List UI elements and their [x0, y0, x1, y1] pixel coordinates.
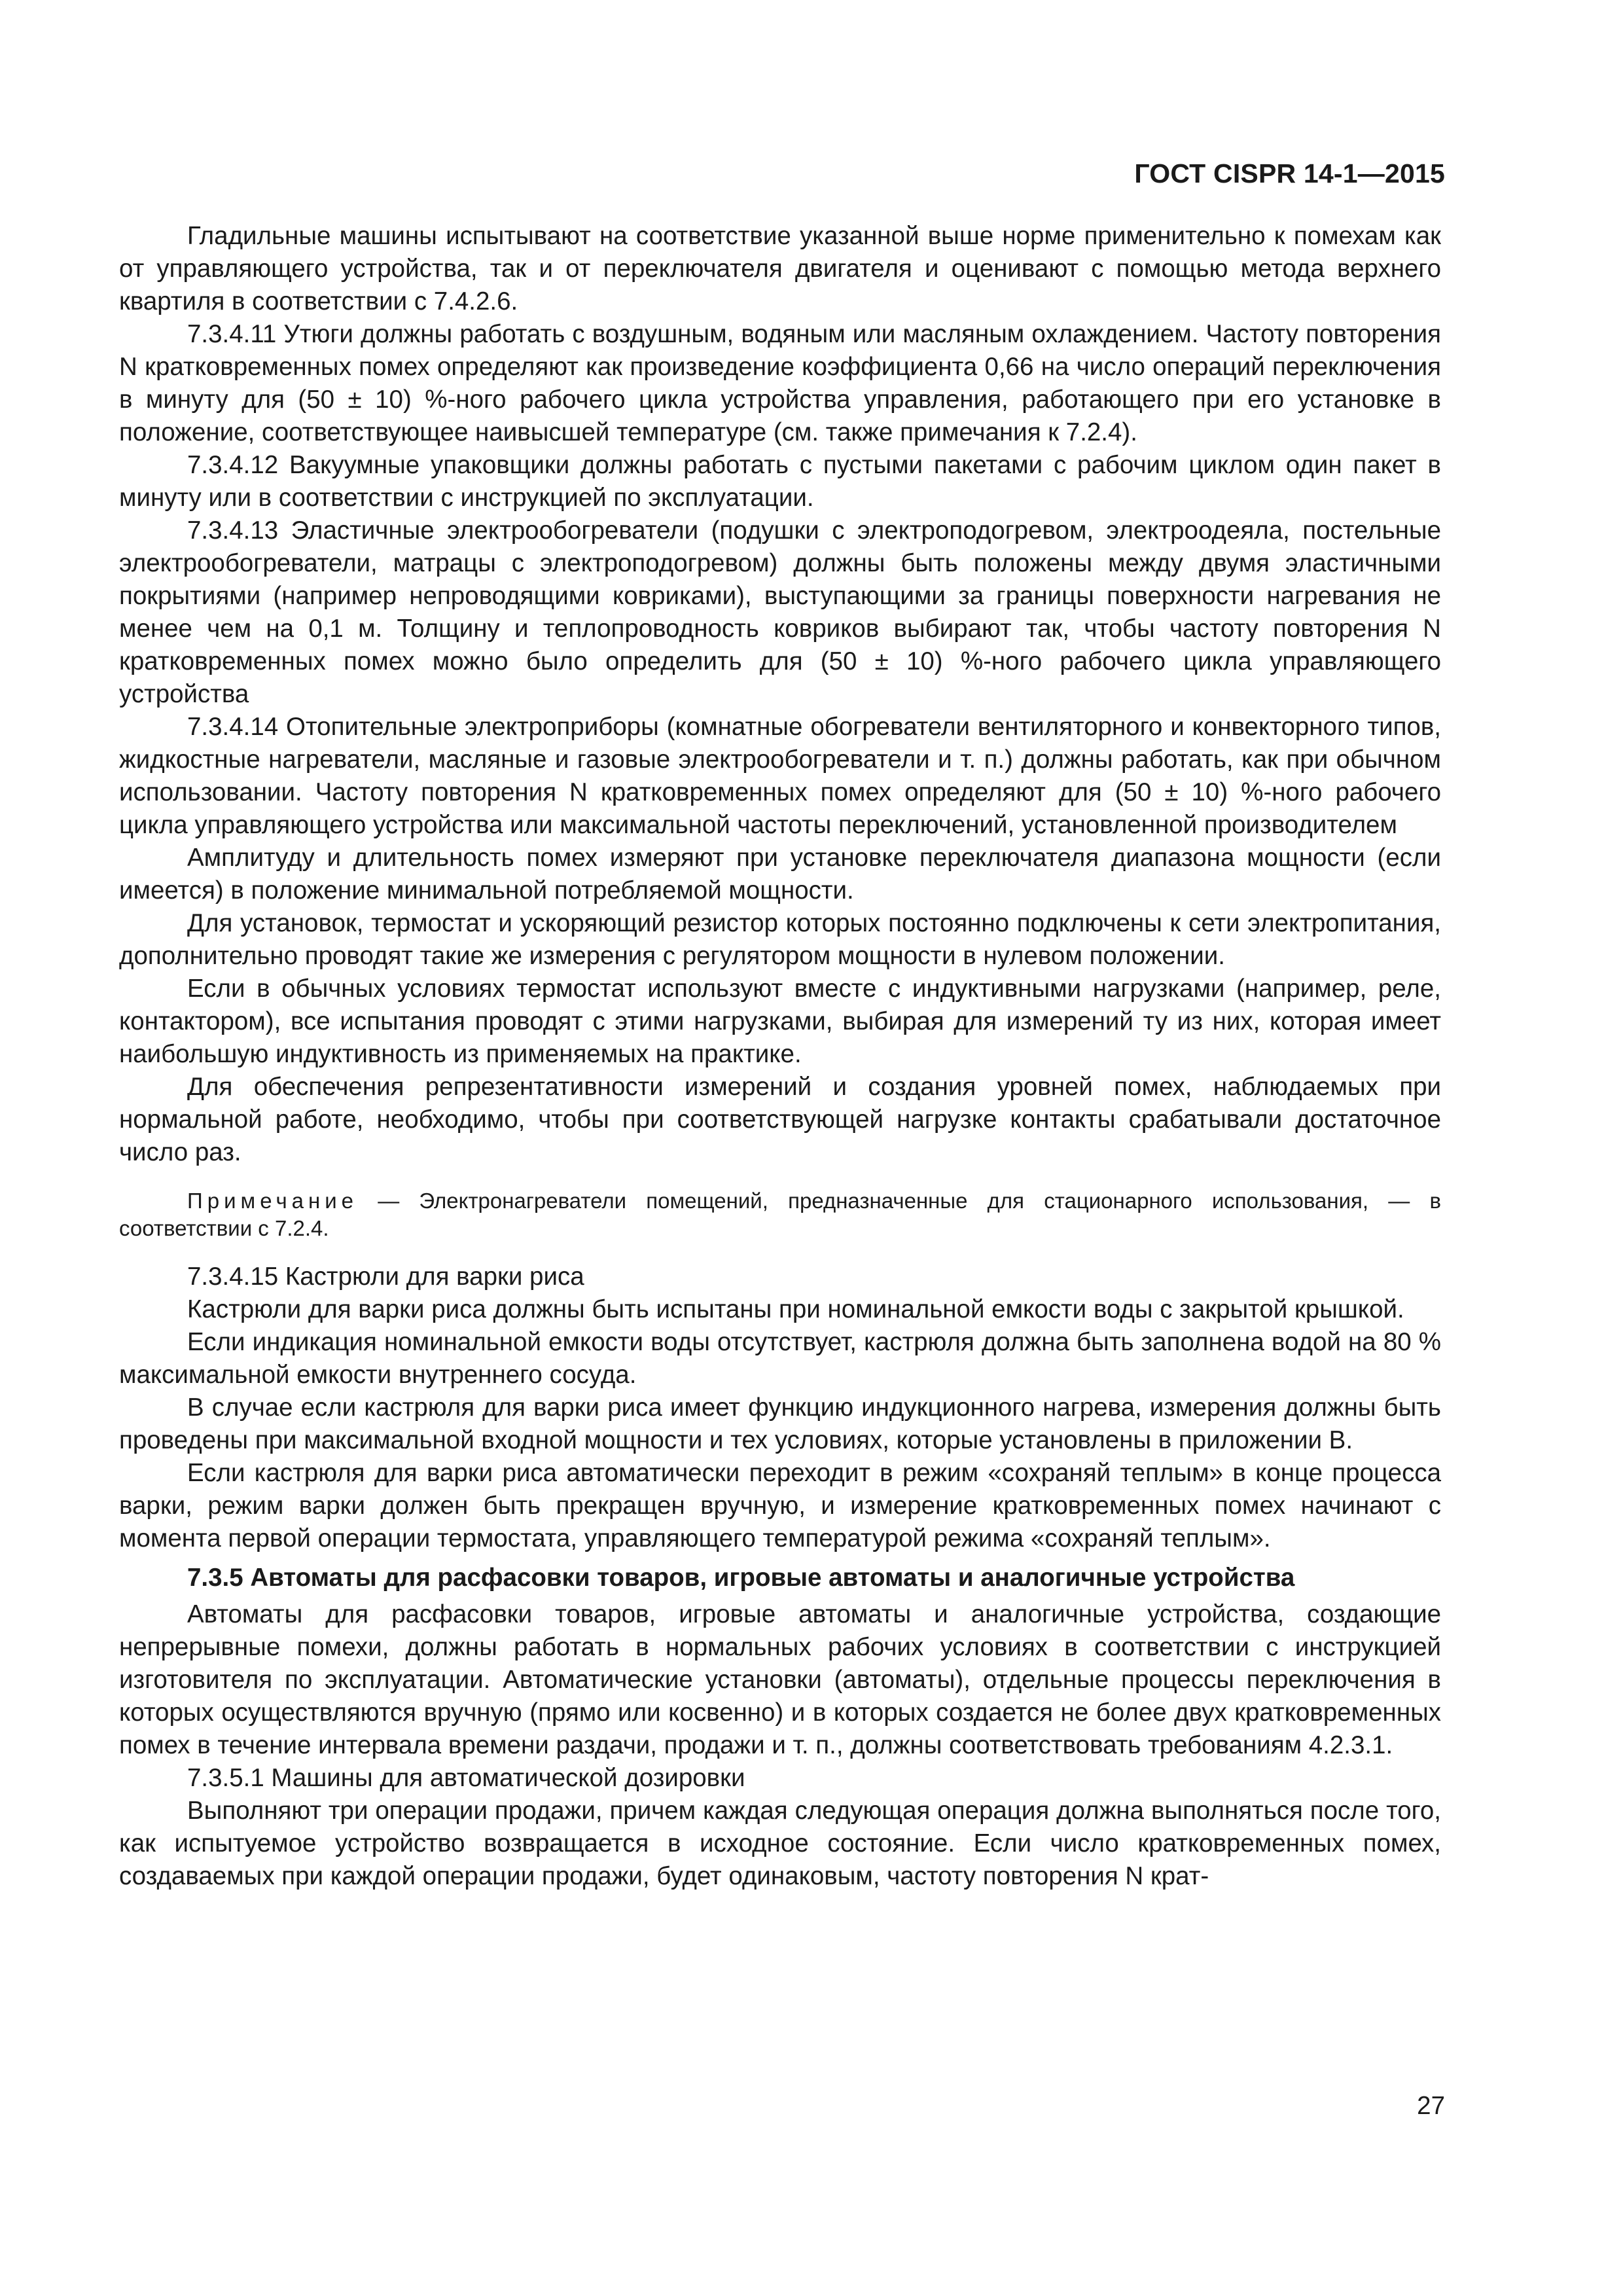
paragraph: 7.3.4.13 Эластичные электрообогреватели (подушки с электроподогревом, электроодеяла, постельные электрообогреватели, матрацы с электроподогревом) должны быть положены между двумя эластичными покрытиями (например непроводящими ковриками), выступающими за границы поверхности нагревания не менее чем на 0,1 м. Толщину и теплопроводность ковриков выбирают так, чтобы частоту повторения N кратковременных помех можно было определить для (50 ± 10) %-ного рабочего цикла управляющего устройства: [119, 516, 1441, 708]
paragraph: 7.3.4.11 Утюги должны работать с воздушным, водяным или масляным охлаждением. Частоту повторения N кратковременных помех определяют как произведение коэффициента 0,66 на число операций переключения в минуту для (50 ± 10) %-ного рабочего цикла устройства управления, работающего при его установке в положение, соответствующее наивысшей температуре (см. также примечания к 7.2.4).: [119, 320, 1441, 446]
page-number: 27: [1417, 2092, 1445, 2120]
paragraph: Если кастрюля для варки риса автоматически переходит в режим «сохраняй теплым» в конце процесса варки, режим варки должен быть прекращен вручную, и измерение кратковременных помех начинают с момента первой операции термостата, управляющего температурой режима «сохраняй теплым».: [119, 1459, 1441, 1552]
note-label: Примечание: [187, 1189, 359, 1213]
paragraph: Выполняют три операции продажи, причем каждая следующая операция должна выполняться после того, как испытуемое устройство возвращается в исходное состояние. Если число кратковременных помех, создаваемых при каждой операции продажи, будет одинаковым, частоту повторения N крат-: [119, 1797, 1441, 1890]
paragraph: В случае если кастрюля для варки риса имеет функцию индукционного нагрева, измерения должны быть проведены при максимальной входной мощности и тех условиях, которые установлены в приложении В.: [119, 1393, 1441, 1454]
paragraph: Амплитуду и длительность помех измеряют при установке переключателя диапазона мощности (если имеется) в положение минимальной потребляемой мощности.: [119, 844, 1441, 905]
paragraph: 7.3.5.1 Машины для автоматической дозировки: [187, 1764, 745, 1792]
standard-header: ГОСТ CISPR 14-1—2015: [1134, 158, 1445, 188]
section-heading: 7.3.5 Автоматы для расфасовки товаров, игровые автоматы и аналогичные устройства: [187, 1564, 1295, 1592]
paragraph: Для установок, термостат и ускоряющий резистор которых постоянно подключены к сети электропитания, дополнительно проводят такие же измерения с регулятором мощности в нулевом положении.: [119, 909, 1441, 970]
paragraph: Кастрюли для варки риса должны быть испытаны при номинальной емкости воды с закрытой крышкой.: [187, 1295, 1404, 1323]
paragraph: Если индикация номинальной емкости воды отсутствует, кастрюля должна быть заполнена водой на 80 % максимальной емкости внутреннего сосуда.: [119, 1328, 1441, 1389]
paragraph: Гладильные машины испытывают на соответствие указанной выше норме применительно к помехам как от управляющего устройства, так и от переключателя двигателя и оценивают с помощью метода верхнего квартиля в соответствии с 7.4.2.6.: [119, 222, 1441, 315]
paragraph: 7.3.4.14 Отопительные электроприборы (комнатные обогреватели вентиляторного и конвекторного типов, жидкостные нагреватели, масляные и газовые электрообогреватели и т. п.) должны работать, как при обычном использовании. Частоту повторения N кратковременных помех определяют для (50 ± 10) %-ного рабочего цикла управляющего устройства или максимальной частоты переключений, установленной производителем: [119, 713, 1441, 839]
note-text: — Электронагреватели помещений, предназначенные для стационарного использования, — в соответствии с 7.2.4.: [119, 1189, 1441, 1240]
body-text: [119, 220, 1441, 1893]
paragraph: 7.3.4.15 Кастрюли для варки риса: [187, 1263, 584, 1291]
paragraph: 7.3.4.12 Вакуумные упаковщики должны работать с пустыми пакетами с рабочим циклом один пакет в минуту или в соответствии с инструкцией по эксплуатации.: [119, 451, 1441, 512]
paragraph: Автоматы для расфасовки товаров, игровые автоматы и аналогичные устройства, создающие непрерывные помехи, должны работать в нормальных рабочих условиях в соответствии с инструкцией изготовителя по эксплуатации. Автоматические установки (автоматы), отдельные процессы переключения в которых осуществляются вручную (прямо или косвенно) и в которых создается не более двух кратковременных помех в течение интервала времени раздачи, продажи и т. п., должны соответствовать требованиям 4.2.3.1.: [119, 1600, 1441, 1759]
note: [119, 1187, 1441, 1242]
paragraph: Для обеспечения репрезентативности измерений и создания уровней помех, наблюдаемых при нормальной работе, необходимо, чтобы при соответствующей нагрузке контакты срабатывали достаточное число раз.: [119, 1073, 1441, 1166]
paragraph: Если в обычных условиях термостат используют вместе с индуктивными нагрузками (например, реле, контактором), все испытания проводят с этими нагрузками, выбирая для измерений ту из них, которая имеет наибольшую индуктивность из применяемых на практике.: [119, 975, 1441, 1068]
